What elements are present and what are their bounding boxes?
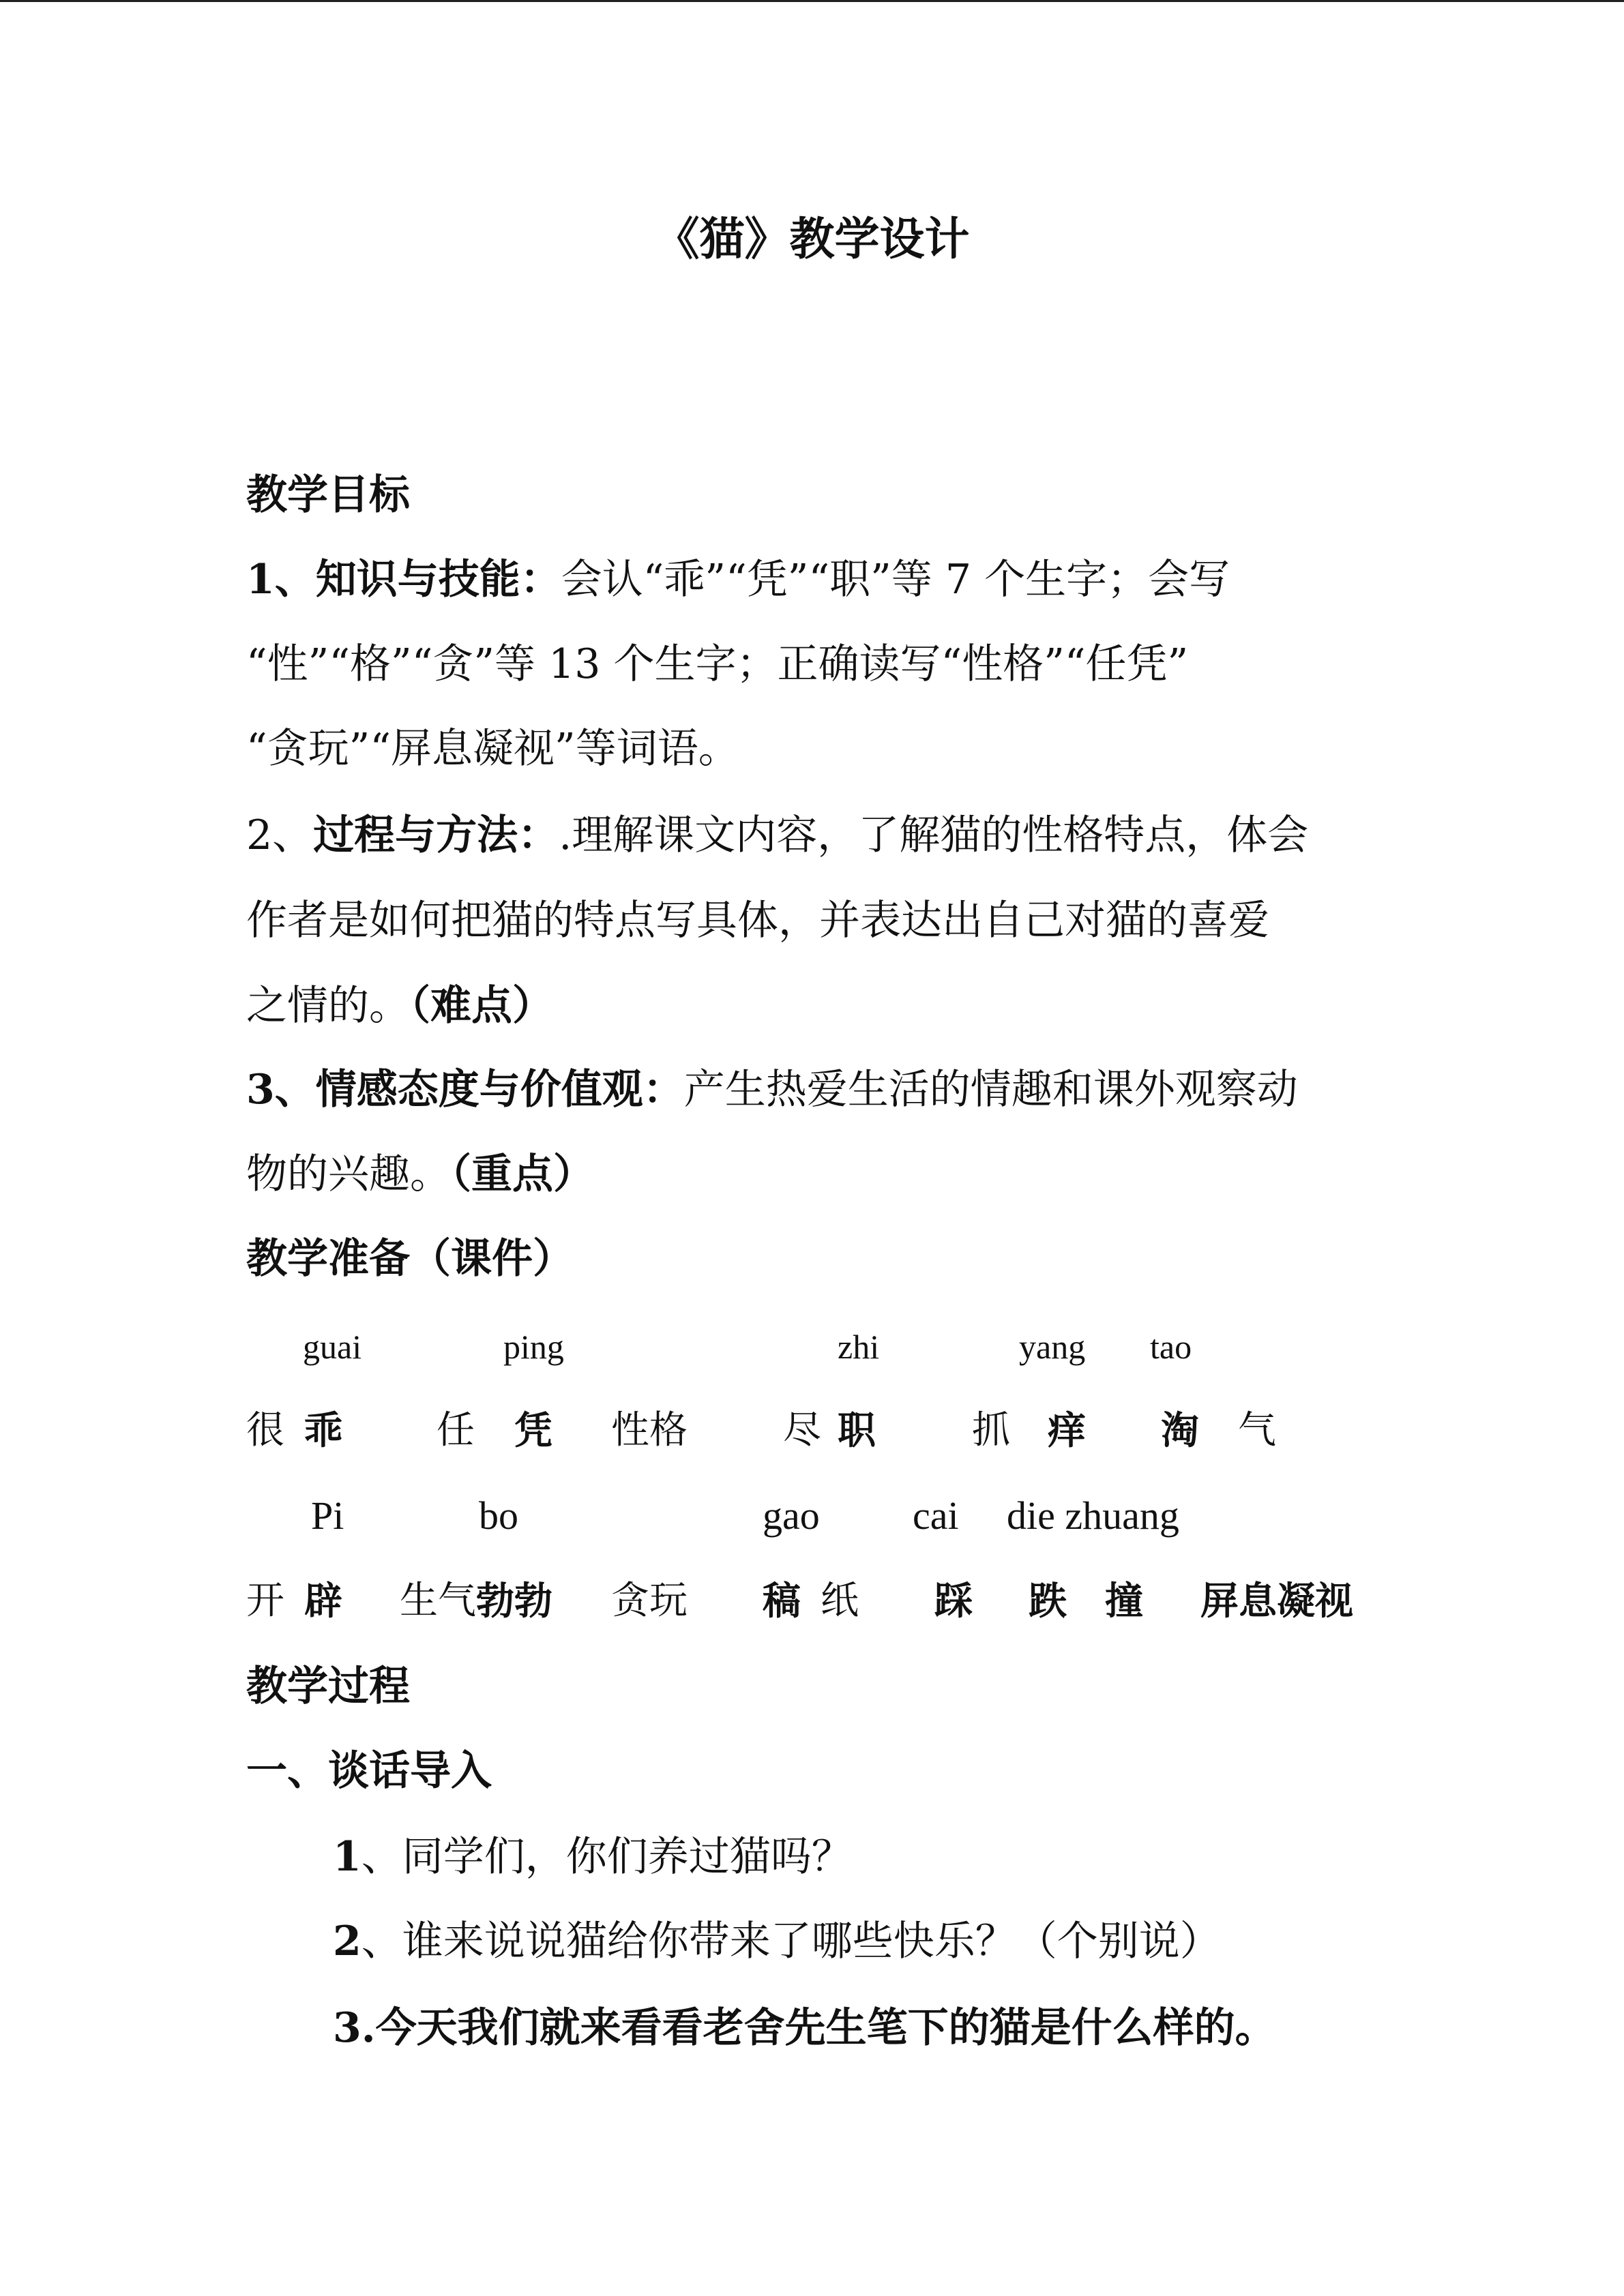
vocab-char: 凭: [514, 1408, 552, 1453]
pinyin: zhi: [838, 1328, 880, 1366]
vocab-row-1: [0, 1403, 1624, 1458]
pinyin: bo: [479, 1493, 518, 1538]
pinyin: cai: [913, 1493, 959, 1538]
vocab-char: 乖: [304, 1408, 342, 1453]
goal3-line2: 物的兴趣。（重点）: [246, 1150, 594, 1198]
heading-teaching-goals: 教学目标: [246, 471, 410, 519]
section1-item2: 2、谁来说说猫给你带来了哪些快乐？（个别说）: [333, 1918, 1221, 1965]
heading-teaching-preparation: 教学准备（课件）: [246, 1235, 574, 1283]
vocab-char: 抓: [972, 1408, 1010, 1452]
pinyin: gao: [763, 1493, 820, 1538]
pinyin: Pi: [311, 1493, 344, 1538]
vocab-char: 踩: [934, 1579, 973, 1624]
pinyin: die zhuang: [1007, 1493, 1179, 1538]
vocab-char: 辟: [304, 1579, 342, 1624]
vocab-char: 尽: [783, 1408, 821, 1452]
vocab-char: 开: [246, 1579, 284, 1623]
page-top-border: [0, 0, 1624, 2]
goal1-line3: “贪玩”“屏息凝视”等词语。: [246, 725, 739, 773]
pinyin: guai: [303, 1328, 362, 1366]
vocab-word: 勃勃: [476, 1579, 552, 1624]
goal1-line2: “性”“格”“贪”等 13 个生字；正确读写“性格”“任凭”: [246, 640, 1189, 688]
section1-heading: 一、谈话导入: [246, 1747, 492, 1795]
vocab-char: 痒: [1048, 1408, 1086, 1453]
vocab-word: 屏息凝视: [1200, 1579, 1353, 1624]
heading-teaching-process: 教学过程: [246, 1663, 410, 1710]
vocab-char: 淘: [1161, 1408, 1199, 1453]
pinyin-row-1: [0, 1320, 1624, 1374]
goal1-line1: 1、知识与技能：会认“乖”“凭”“职”等 7 个生字；会写: [246, 556, 1230, 603]
section1-item1: 1、同学们，你们养过猫吗？: [333, 1833, 853, 1881]
vocab-char: 气: [1238, 1408, 1276, 1452]
vocab-word: 生气: [400, 1579, 476, 1623]
vocab-char: 任: [437, 1408, 475, 1452]
goal3-line1: 3、情感态度与价值观：产生热爱生活的情趣和课外观察动: [246, 1066, 1298, 1114]
vocab-char: 很: [246, 1408, 284, 1452]
vocab-word: 性格: [611, 1408, 688, 1452]
vocab-char: 纸: [821, 1579, 859, 1623]
document-title: 《猫》教学设计: [654, 212, 970, 265]
goal2-line1: 2、过程与方法：.理解课文内容，了解猫的性格特点，体会: [246, 811, 1309, 859]
pinyin: ping: [503, 1328, 564, 1366]
vocab-char: 撞: [1105, 1579, 1143, 1624]
vocab-row-2: [0, 1574, 1624, 1628]
pinyin: tao: [1150, 1328, 1192, 1366]
vocab-word: 贪玩: [611, 1579, 688, 1623]
pinyin: yang: [1019, 1328, 1086, 1366]
goal2-line2: 作者是如何把猫的特点写具体，并表达出自己对猫的喜爱: [246, 897, 1269, 944]
vocab-char: 职: [838, 1408, 876, 1453]
section1-item3: 3.今天我们就来看看老舍先生笔下的猫是什么样的。: [333, 2004, 1276, 2052]
pinyin-row-2: [0, 1489, 1624, 1543]
vocab-char: 跌: [1029, 1579, 1067, 1624]
vocab-char: 稿: [763, 1579, 801, 1624]
goal2-line3: 之情的。（难点）: [246, 982, 553, 1030]
